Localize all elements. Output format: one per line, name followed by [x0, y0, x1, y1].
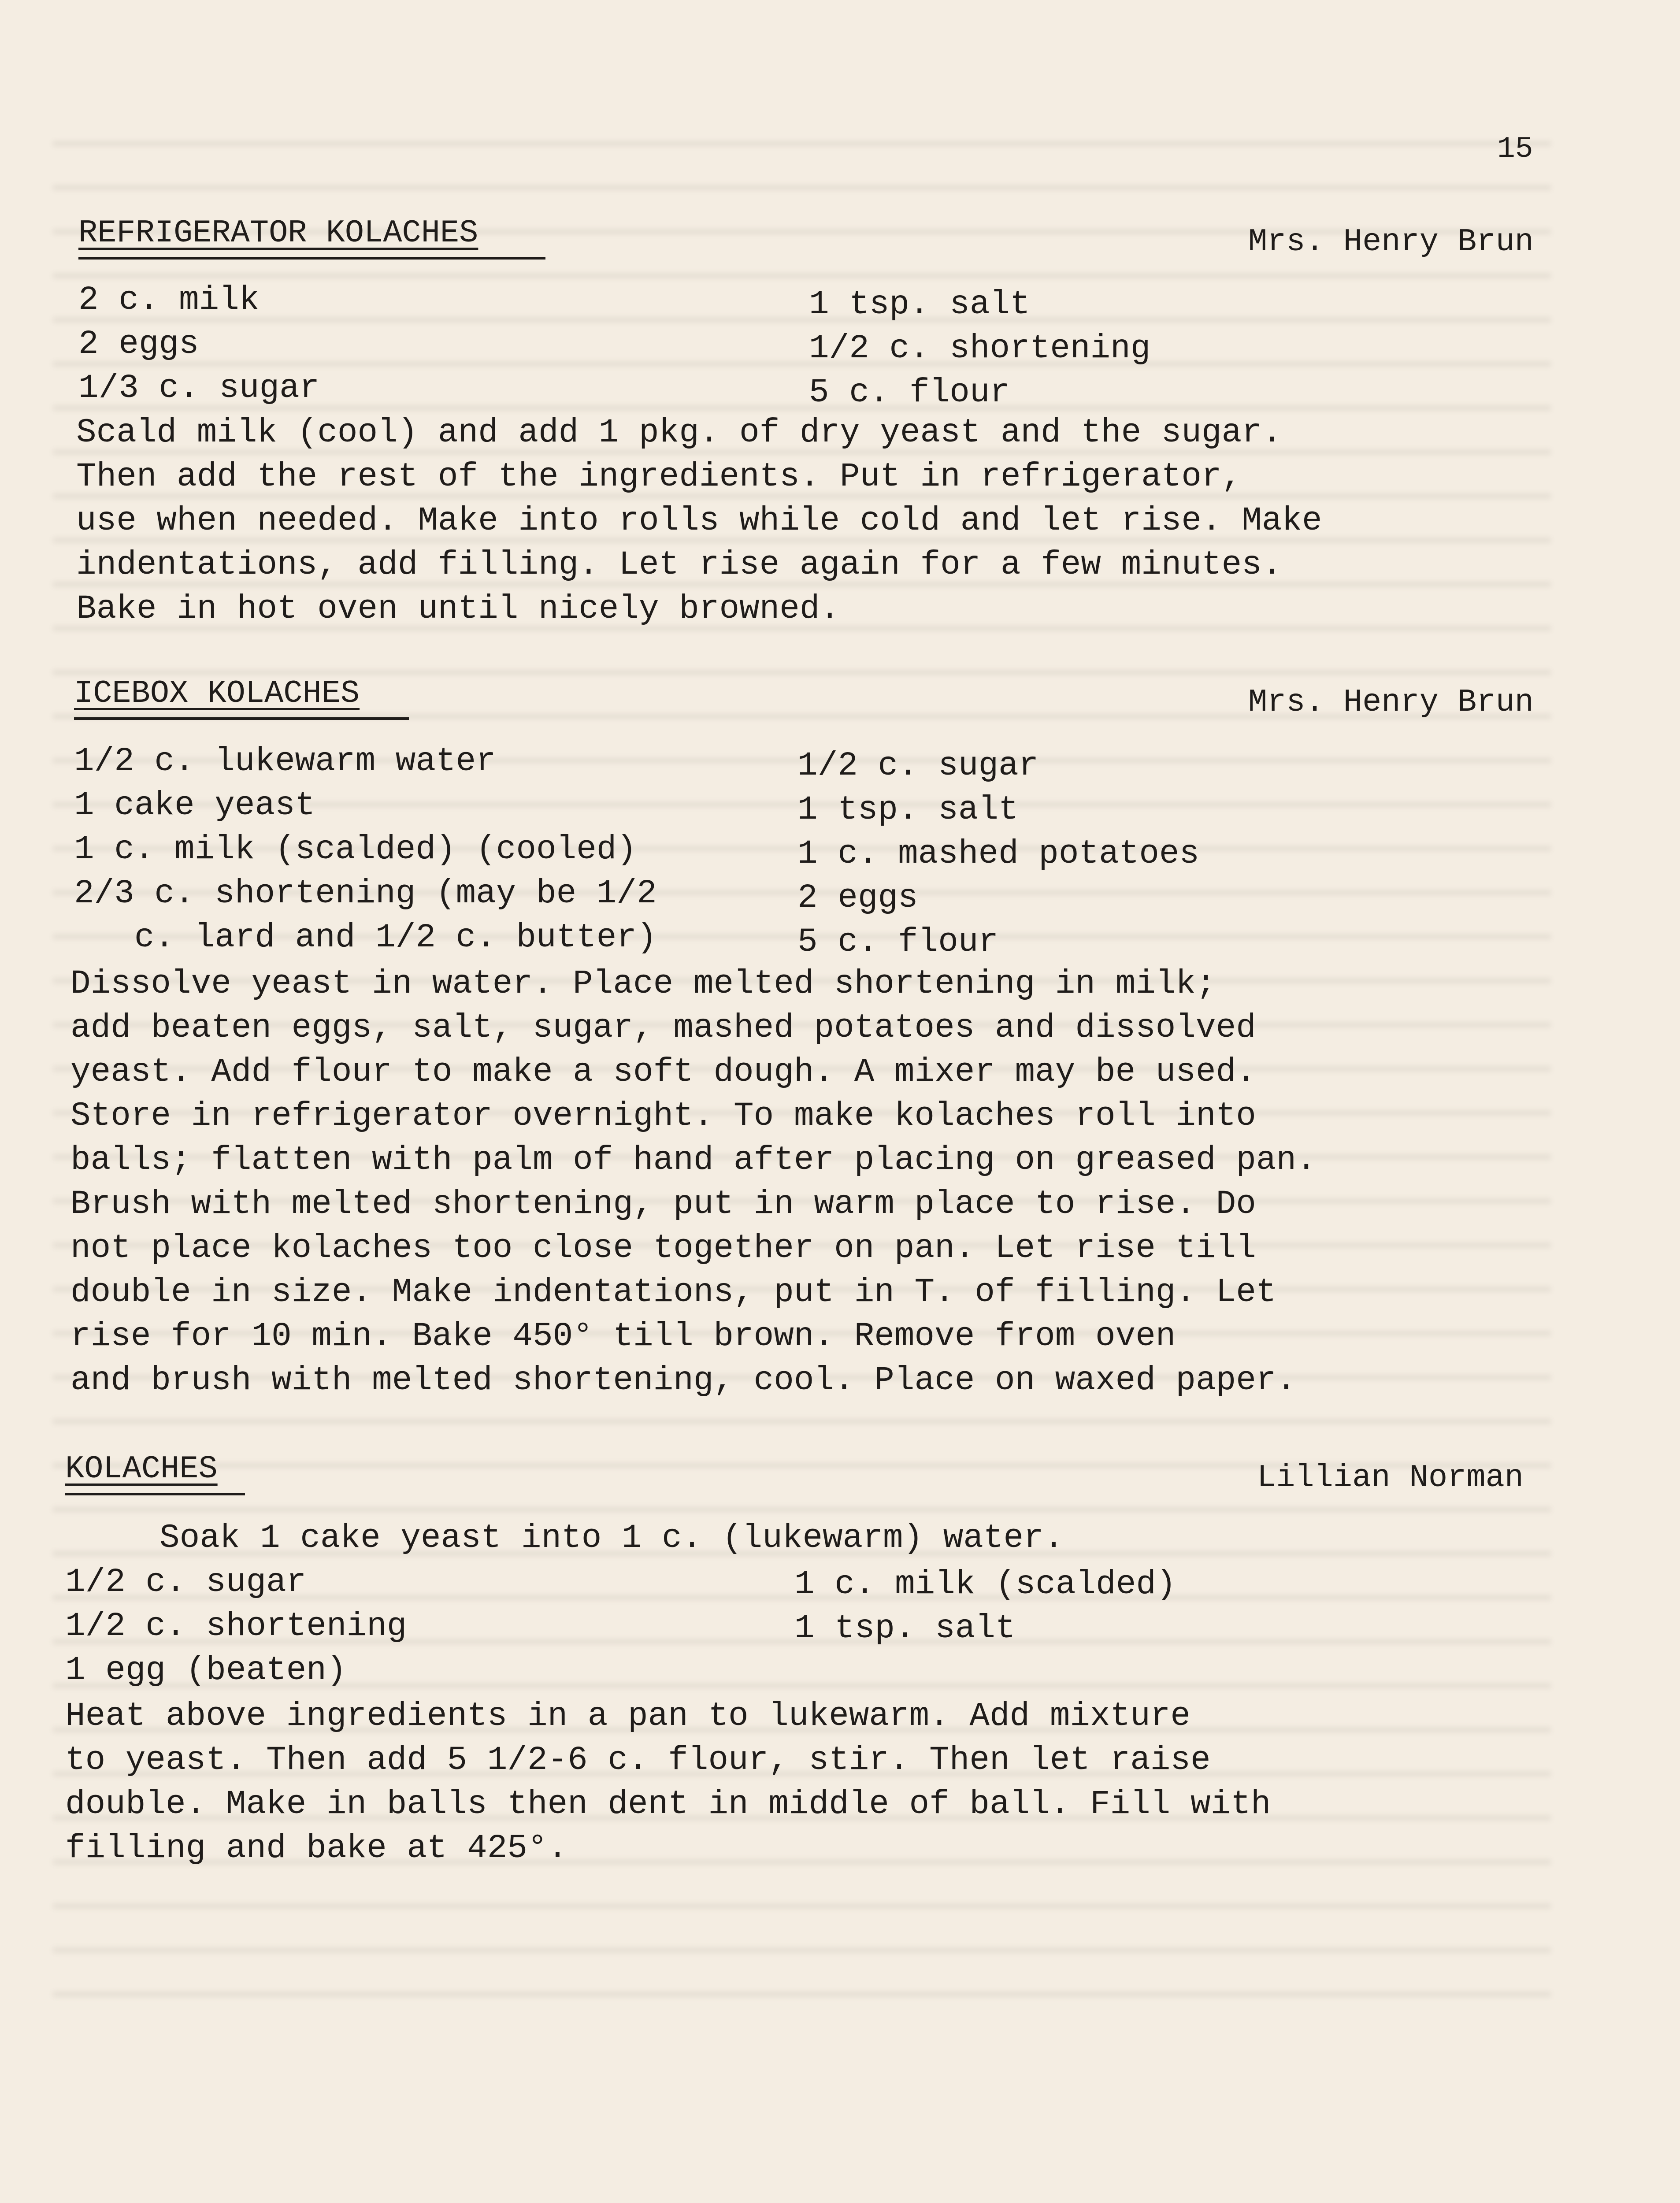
ingredient: 1 cake yeast: [74, 786, 315, 824]
title-rule: [78, 257, 545, 260]
ingredient: 1/2 c. sugar: [797, 747, 1039, 785]
recipe-title-icebox-kolaches: ICEBOX KOLACHES: [74, 675, 360, 712]
recipe-title-kolaches: KOLACHES: [65, 1451, 218, 1487]
recipe-author: Mrs. Henry Brun: [1248, 684, 1534, 720]
ingredient: 1 egg (beaten): [65, 1651, 347, 1689]
ingredient: 1 tsp. salt: [809, 286, 1030, 323]
ingredient: 2 c. milk: [78, 281, 260, 319]
recipe-directions: Dissolve yeast in water. Place melted shortening in milk; add beaten eggs, salt, sugar, mashed potatoes and dissolved yeast. Add flour to make a soft dough. A mixer may be used. Store in refrigerator overnight. To make kolaches roll into balls; flatten with palm of hand after placing on greased pan. Brush with melted shortening, put in warm place to rise. Do not place kolaches too close together on pan. Let rise till double in size. Make indentations, put in T. of filling. Let rise for 10 min. Bake 450° till brown. Remove from oven and brush with melted shortening, cool. Place on waxed paper.: [70, 965, 1317, 1399]
ingredient: 1/2 c. shortening: [65, 1607, 407, 1645]
title-rule: [65, 1493, 245, 1495]
ingredient: 1/3 c. sugar: [78, 369, 320, 407]
ingredient: 1 c. milk (scalded) (cooled): [74, 831, 637, 868]
ingredient: 2/3 c. shortening (may be 1/2: [74, 875, 657, 912]
ingredient: 1 c. milk (scalded): [794, 1565, 1176, 1603]
ingredient: 1 c. mashed potatoes: [797, 835, 1200, 873]
recipe-directions: Scald milk (cool) and add 1 pkg. of dry yeast and the sugar. Then add the rest of the ingredients. Put in refrigerator, use when needed. Make into rolls while cold and let rise. Make indentations, add filling. Let rise again for a few minutes. Bake in hot oven until nicely browned.: [76, 414, 1322, 628]
recipe-author: Mrs. Henry Brun: [1248, 224, 1534, 260]
ingredient: 1/2 c. sugar: [65, 1563, 307, 1601]
page-number: 15: [1497, 132, 1533, 166]
recipe-intro: Soak 1 cake yeast into 1 c. (lukewarm) water.: [159, 1519, 1064, 1557]
title-rule: [74, 717, 409, 720]
ingredient: 1 tsp. salt: [794, 1610, 1016, 1647]
ingredient: 1 tsp. salt: [797, 791, 1019, 829]
ingredient: 2 eggs: [78, 325, 199, 363]
ingredient: 1/2 c. shortening: [809, 330, 1151, 367]
ingredient: 5 c. flour: [797, 923, 999, 961]
ingredient: 5 c. flour: [809, 374, 1010, 412]
ingredient: 1/2 c. lukewarm water: [74, 742, 496, 780]
recipe-author: Lillian Norman: [1257, 1460, 1524, 1496]
ingredient: 2 eggs: [797, 879, 918, 917]
recipe-title-refrigerator-kolaches: REFRIGERATOR KOLACHES: [78, 215, 478, 251]
ingredient: c. lard and 1/2 c. butter): [74, 919, 657, 957]
recipe-directions: Heat above ingredients in a pan to lukewarm. Add mixture to yeast. Then add 5 1/2-6 c. flour, stir. Then let raise double. Make in balls then dent in middle of ball. Fill with filling and bake at 425°.: [65, 1697, 1271, 1867]
